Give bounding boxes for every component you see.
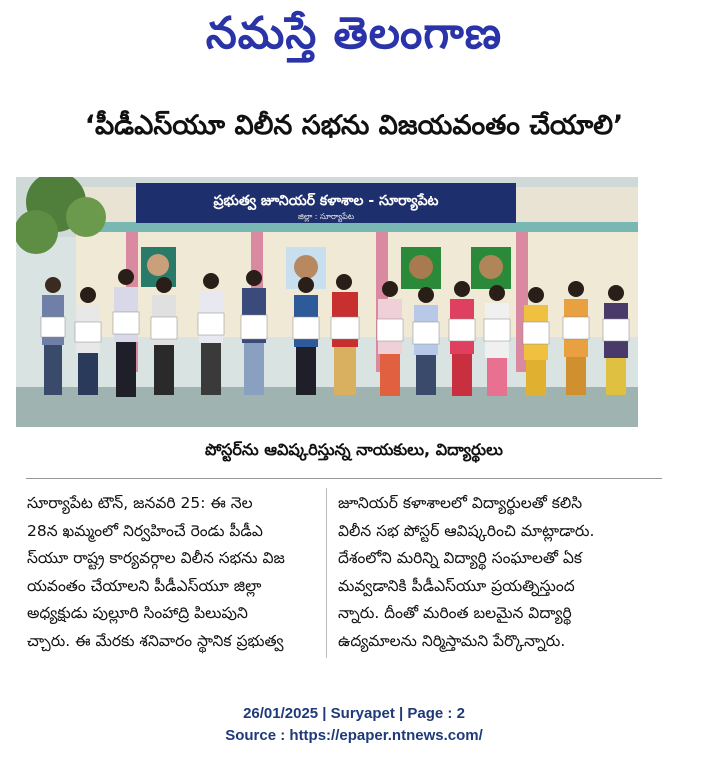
article-line: ఉద్యమాలను నిర్మిస్తామని పేర్కొన్నారు.	[338, 631, 566, 650]
signboard-text: ప్రభుత్వ జూనియర్ కళాశాల - సూర్యాపేట	[213, 193, 439, 209]
article-line: స్‌యూ రాష్ట్ర కార్యవర్గాల విలీన సభను విజ	[27, 549, 285, 567]
photo-caption: పోస్టర్‌ను ఆవిష్కరిస్తున్న నాయకులు, విద్యార్థులు	[205, 440, 503, 459]
article-column-right	[338, 490, 638, 655]
headline: ‘పీడీఎస్‌యూ విలీన సభను విజయవంతం చేయాలి’	[84, 110, 624, 141]
article-line: న్నారు. దీంతో మరింత బలమైన విద్యార్థి	[338, 604, 572, 622]
article-line: దేశంలోని మరిన్ని విద్యార్థి సంఘాలతో ఏక	[338, 549, 583, 567]
article-column-left	[27, 490, 317, 655]
article-line: 28న ఖమ్మంలో నిర్వహించే రెండు పీడీఎ	[27, 521, 263, 540]
article-line: జూనియర్ కళాశాలలో విద్యార్థులతో కలిసి	[338, 494, 583, 512]
footer-date-line: 26/01/2025 | Suryapet | Page : 2	[243, 705, 465, 722]
column-divider	[326, 488, 327, 658]
masthead: నమస్తే తెలంగాణ	[205, 8, 503, 59]
article-line: అధ్యక్షుడు పుల్లూరి సింహాద్రి పిలుపుని	[27, 604, 248, 622]
article-line: యవంతం చేయాలని పీడీఎస్‌యూ జిల్లా	[27, 576, 262, 595]
article-line: చ్చారు. ఈ మేరకు శనివారం స్థానిక ప్రభుత్వ	[27, 631, 284, 650]
signboard-subtext: జిల్లా : సూర్యాపేట	[298, 212, 354, 221]
footer-source-line: Source : https://epaper.ntnews.com/	[225, 727, 483, 744]
article-line: సూర్యాపేట టౌన్, జనవరి 25: ఈ నెల	[27, 494, 253, 512]
article-line: విలీన సభ పోస్టర్ ఆవిష్కరించి మాట్లాడారు.	[338, 521, 595, 540]
article-line: మవ్వడానికి పీడీఎస్‌యూ ప్రయత్నిస్తుంద	[338, 576, 575, 595]
news-photo	[16, 177, 638, 427]
caption-divider	[26, 478, 662, 479]
